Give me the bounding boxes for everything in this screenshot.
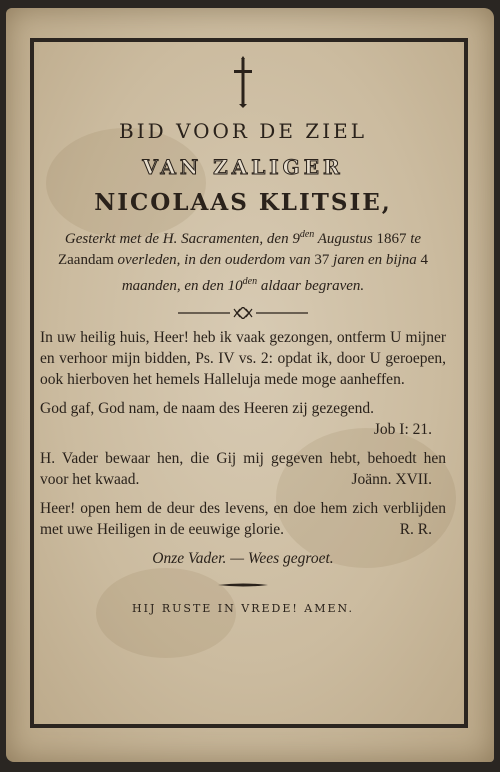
bio-year: 1867: [376, 231, 407, 247]
bio-age-months: 4: [420, 252, 429, 268]
bio-sup: den: [242, 276, 258, 287]
scripture-reference: R. R.: [399, 521, 432, 538]
small-rule-divider: [218, 582, 268, 588]
bio-text: Augustus: [314, 231, 377, 247]
paragraph-job: [40, 398, 446, 440]
closing-line: HIJ RUSTE IN VREDE! AMEN.: [132, 602, 354, 615]
subtitle-heading: VAN ZALIGER: [142, 155, 344, 179]
bio-text: overleden, in den ouderdom van: [113, 252, 315, 268]
paragraph-text: God gaf, God nam, de naam des Heeren zij gezegend.: [40, 400, 374, 417]
paragraph-text: H. Vader bewaar hen, die Gij mij gegeven hebt, behoedt hen voor het kwaad.: [40, 450, 446, 488]
bio-sup: den: [299, 229, 315, 240]
paragraph-john: [40, 448, 446, 490]
biography: [40, 224, 446, 297]
invocation-heading: BID VOOR DE ZIEL: [119, 119, 367, 143]
bio-text: jaren en bijna: [329, 252, 421, 268]
bio-age-years: 37: [314, 252, 330, 268]
cross-icon: [233, 56, 253, 108]
scripture-reference: Job I: 21.: [373, 421, 432, 438]
bio-text: aldaar begraven.: [257, 278, 365, 294]
paragraph-psalm: [40, 327, 446, 390]
bio-text: Gesterkt met de H. Sacramenten, den 9: [64, 231, 300, 247]
bio-place: Zaandam: [57, 252, 114, 268]
deceased-name: NICOLAAS KLITSIE,: [94, 189, 392, 216]
ornament-divider-icon: [178, 307, 308, 319]
bio-text: maanden, en den 10: [121, 278, 243, 294]
card-content: [40, 56, 446, 615]
scripture-reference: Joänn. XVII.: [351, 471, 432, 488]
paragraph-glory: [40, 498, 446, 540]
bio-text: te: [406, 231, 422, 247]
paragraph-text: In uw heilig huis, Heer! heb ik vaak gezongen, ontferm U mijner en verhoor mijn bidden, Ps. IV vs. 2: opdat ik, door U geroepen, ook hierboven het hemels Halleluja mede moge aanheffen.: [40, 329, 446, 388]
prayer-line: Onze Vader. — Wees gegroet.: [152, 550, 334, 567]
paragraph-text: Heer! open hem de deur des levens, en doe hem zich verblijden met uwe Heiligen in de eeuwige glorie.: [40, 500, 446, 538]
